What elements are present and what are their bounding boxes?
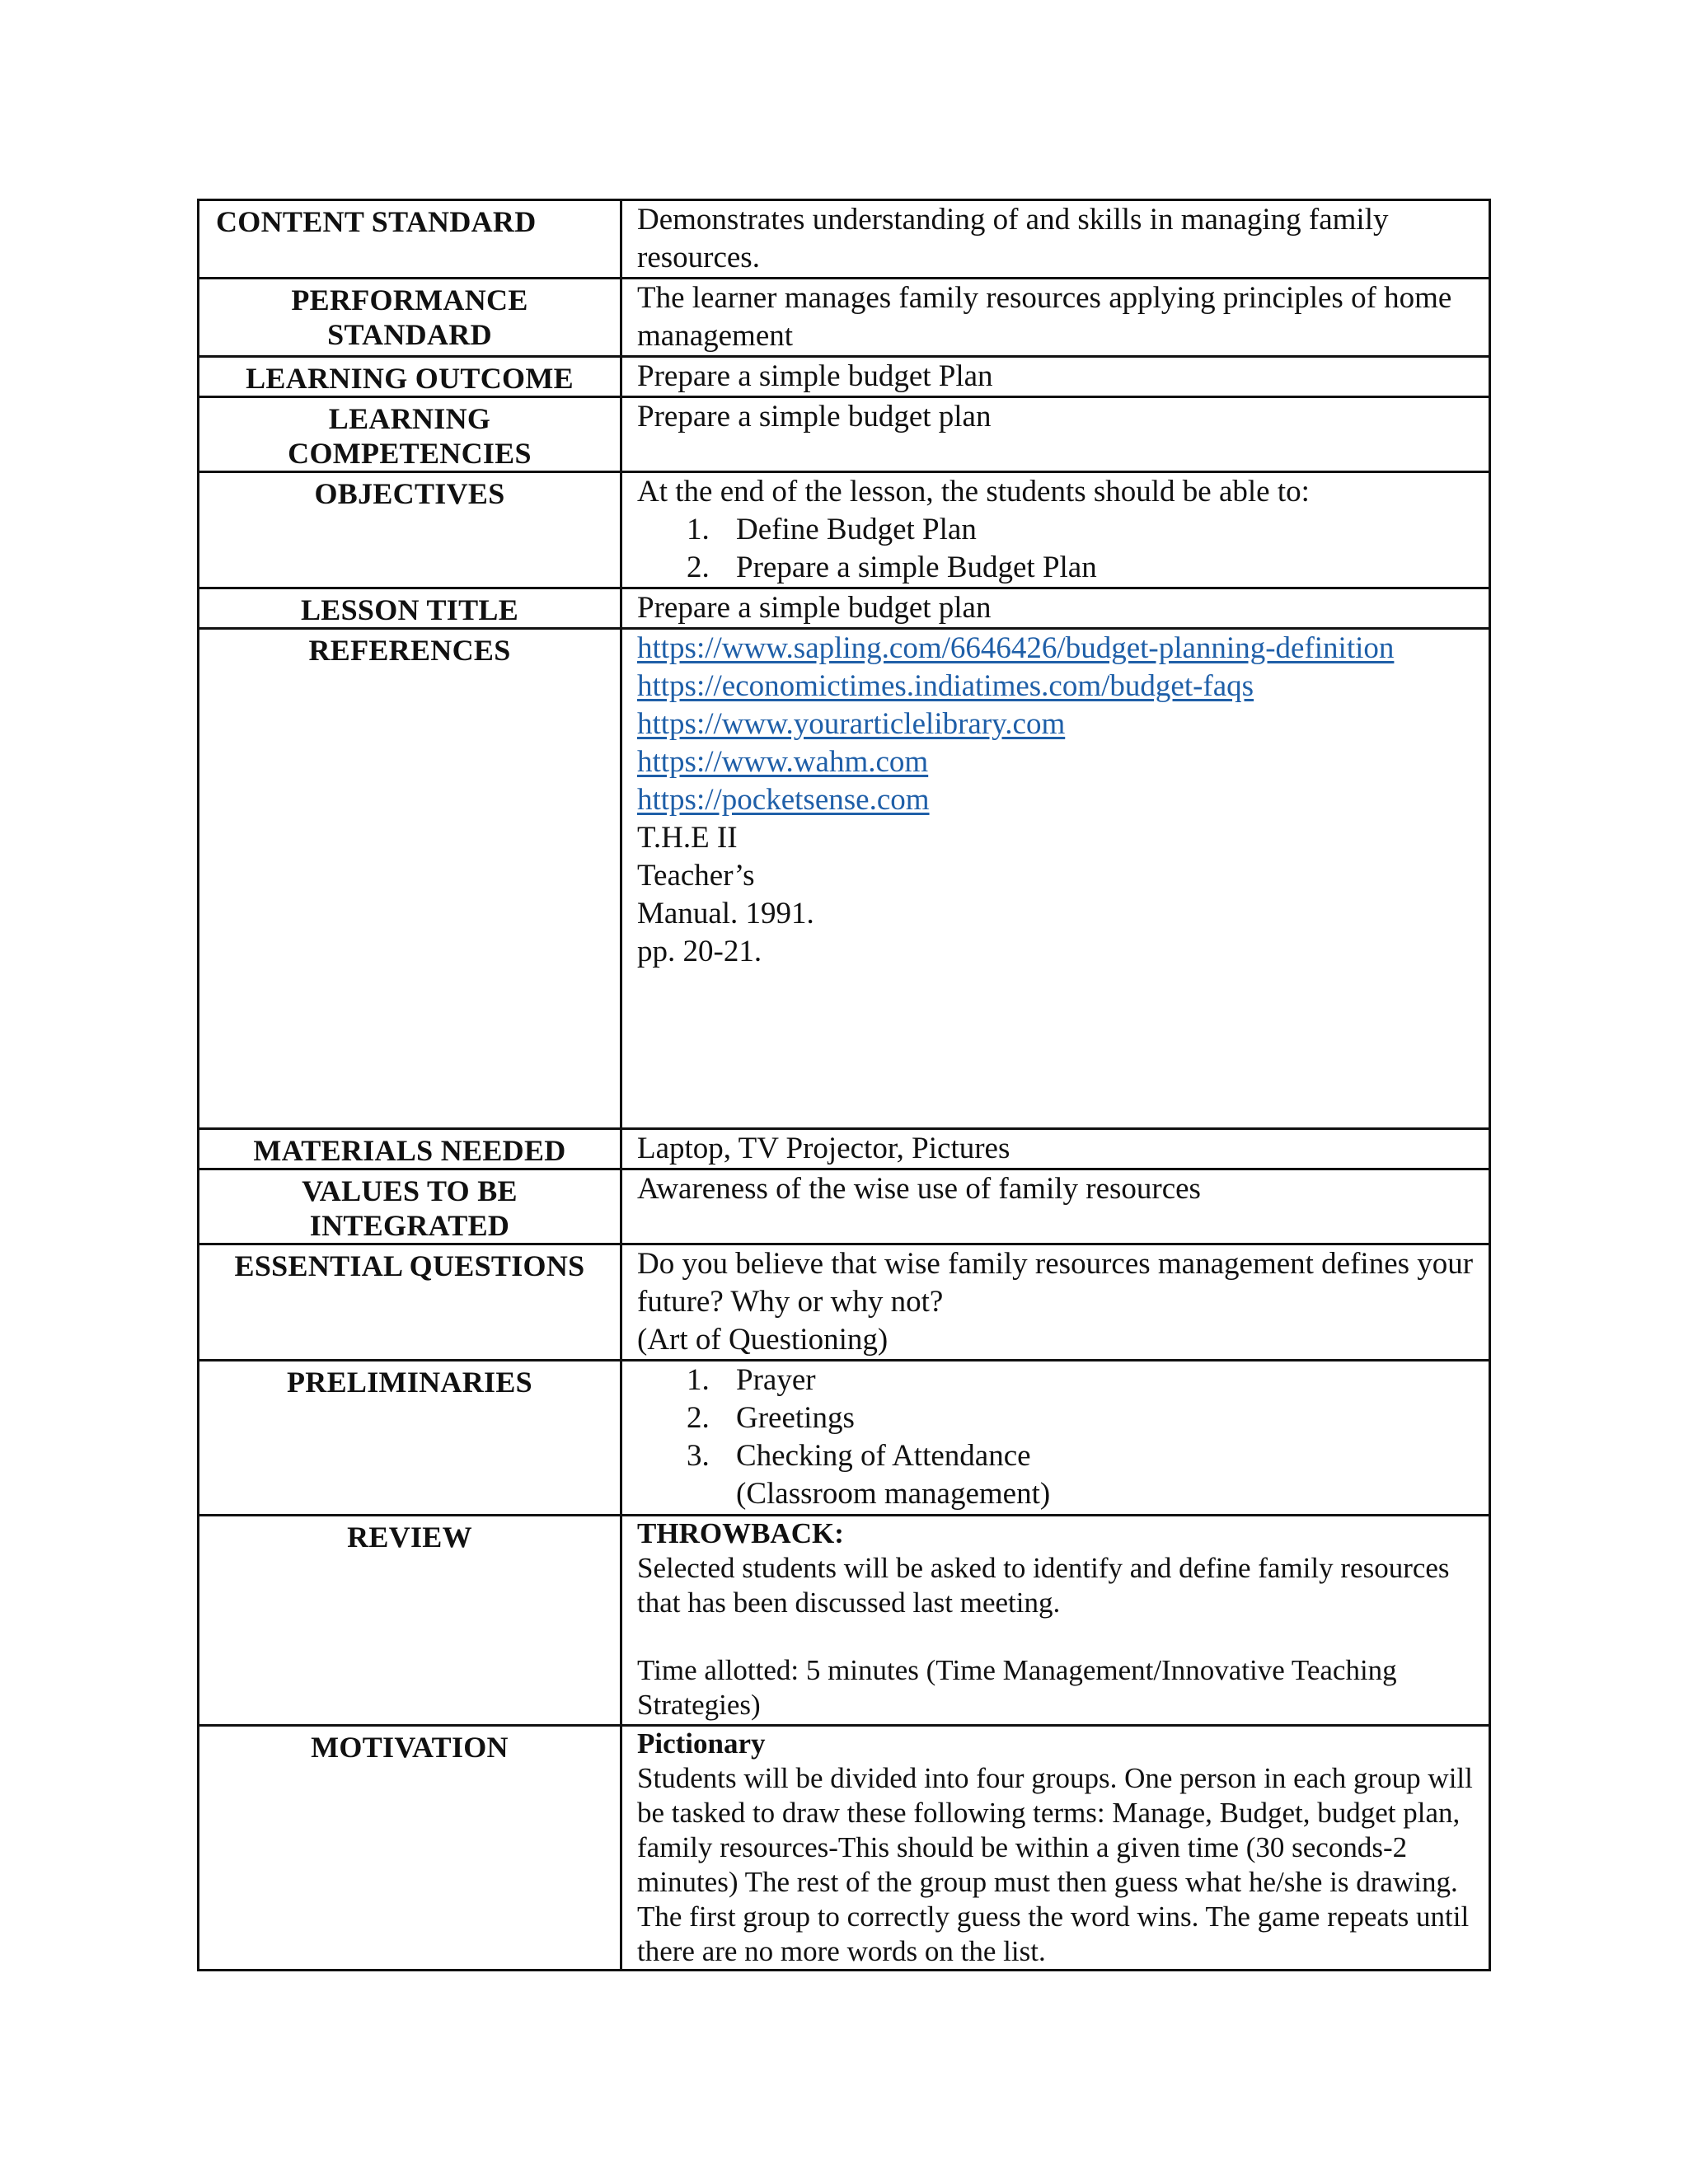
reference-link[interactable]: https://www.yourarticlelibrary.com bbox=[637, 707, 1066, 741]
label-line: STANDARD bbox=[327, 318, 492, 351]
objective-item bbox=[637, 511, 1475, 549]
value-motivation bbox=[621, 1726, 1490, 1971]
item-text: Prepare a simple Budget Plan bbox=[736, 551, 1097, 584]
label-essential-questions bbox=[199, 1244, 621, 1361]
row-performance-standard bbox=[199, 279, 1490, 357]
value-learning-outcome bbox=[621, 357, 1490, 397]
book-reference-line: pp. 20-21. bbox=[637, 935, 762, 968]
item-text: Checking of Attendance bbox=[736, 1439, 1031, 1473]
review-time: Time allotted: 5 minutes (Time Management/Innovative Teaching Strategies) bbox=[637, 1654, 1397, 1721]
label-values-integrated bbox=[199, 1169, 621, 1244]
row-motivation bbox=[199, 1726, 1490, 1971]
row-preliminaries bbox=[199, 1361, 1490, 1516]
label-text: REVIEW bbox=[347, 1521, 472, 1554]
reference-link[interactable]: https://pocketsense.com bbox=[637, 783, 930, 817]
item-number: 2. bbox=[687, 551, 710, 584]
label-text: LEARNING OUTCOME bbox=[246, 362, 574, 395]
book-reference-line: Teacher’s bbox=[637, 859, 755, 893]
label-learning-competencies bbox=[199, 397, 621, 472]
label-objectives bbox=[199, 472, 621, 588]
value-preliminaries bbox=[621, 1361, 1490, 1516]
value-materials-needed bbox=[621, 1129, 1490, 1169]
label-text: OBJECTIVES bbox=[314, 477, 505, 510]
book-reference-line: T.H.E II bbox=[637, 821, 738, 855]
item-number: 1. bbox=[687, 513, 710, 546]
row-learning-competencies bbox=[199, 397, 1490, 472]
label-line: VALUES TO BE bbox=[302, 1174, 518, 1207]
row-essential-questions bbox=[199, 1244, 1490, 1361]
materials-text: Laptop, TV Projector, Pictures bbox=[637, 1132, 1010, 1165]
label-line: LEARNING bbox=[328, 402, 491, 435]
reference-link[interactable]: https://www.wahm.com bbox=[637, 745, 929, 779]
label-references bbox=[199, 629, 621, 1129]
item-text: Define Budget Plan bbox=[736, 513, 977, 546]
reference-link[interactable]: https://economictimes.indiatimes.com/budget-faqs bbox=[637, 669, 1254, 703]
values-text: Awareness of the wise use of family resources bbox=[637, 1172, 1201, 1206]
review-text: Selected students will be asked to identify and define family resources that has been discussed last meeting. bbox=[637, 1552, 1450, 1619]
label-lesson-title bbox=[199, 588, 621, 629]
essential-question-text: Do you believe that wise family resources management defines your future? Why or why not? bbox=[637, 1247, 1474, 1319]
item-number: 2. bbox=[687, 1401, 710, 1435]
label-text: MATERIALS NEEDED bbox=[253, 1134, 566, 1167]
learning-outcome-text: Prepare a simple budget Plan bbox=[637, 359, 993, 393]
label-text: REFERENCES bbox=[308, 634, 511, 667]
preliminary-item bbox=[637, 1437, 1475, 1475]
item-number: 1. bbox=[687, 1363, 710, 1397]
performance-standard-text: The learner manages family resources applying principles of home management bbox=[637, 281, 1452, 353]
value-review bbox=[621, 1516, 1490, 1726]
value-objectives bbox=[621, 472, 1490, 588]
label-content-standard bbox=[199, 200, 621, 279]
row-references bbox=[199, 629, 1490, 1129]
lesson-plan-table bbox=[197, 199, 1491, 1971]
value-lesson-title bbox=[621, 588, 1490, 629]
preliminary-item bbox=[637, 1399, 1475, 1437]
label-line: PERFORMANCE bbox=[291, 284, 528, 316]
label-preliminaries bbox=[199, 1361, 621, 1516]
item-text: Prayer bbox=[736, 1363, 816, 1397]
preliminary-item bbox=[637, 1361, 1475, 1399]
value-performance-standard bbox=[621, 279, 1490, 357]
content-standard-text: Demonstrates understanding of and skills in managing family resources. bbox=[637, 203, 1389, 274]
value-content-standard bbox=[621, 200, 1490, 279]
motivation-text: Students will be divided into four groups. One person in each group will be tasked to draw these following terms: Manage, Budget, budget plan, family resources-This should be within a given time (30 seconds-2 minutes) The rest of the group must then guess what he/she is drawing. The first group to correctly guess the word wins. The game repeats until there are no more words on the list. bbox=[637, 1762, 1473, 1967]
objectives-intro: At the end of the lesson, the students should be able to: bbox=[637, 475, 1310, 509]
label-motivation bbox=[199, 1726, 621, 1971]
review-heading: THROWBACK: bbox=[637, 1517, 844, 1549]
row-content-standard bbox=[199, 200, 1490, 279]
label-learning-outcome bbox=[199, 357, 621, 397]
lesson-title-text: Prepare a simple budget plan bbox=[637, 591, 992, 625]
item-number: 3. bbox=[687, 1439, 710, 1473]
value-essential-questions bbox=[621, 1244, 1490, 1361]
essential-question-note: (Art of Questioning) bbox=[637, 1323, 889, 1357]
row-lesson-title bbox=[199, 588, 1490, 629]
reference-link[interactable]: https://www.sapling.com/6646426/budget-planning-definition bbox=[637, 631, 1395, 665]
row-values-integrated bbox=[199, 1169, 1490, 1244]
value-values-integrated bbox=[621, 1169, 1490, 1244]
item-text: Greetings bbox=[736, 1401, 855, 1435]
preliminary-note: (Classroom management) bbox=[736, 1477, 1051, 1511]
label-text: LESSON TITLE bbox=[300, 593, 519, 626]
book-reference-line: Manual. 1991. bbox=[637, 897, 814, 930]
learning-competencies-text: Prepare a simple budget plan bbox=[637, 400, 992, 434]
row-materials-needed bbox=[199, 1129, 1490, 1169]
spacer bbox=[637, 1620, 1475, 1653]
label-review bbox=[199, 1516, 621, 1726]
row-learning-outcome bbox=[199, 357, 1490, 397]
label-text: CONTENT STANDARD bbox=[216, 205, 537, 238]
label-text: MOTIVATION bbox=[311, 1731, 509, 1764]
row-objectives bbox=[199, 472, 1490, 588]
label-text: ESSENTIAL QUESTIONS bbox=[234, 1249, 585, 1282]
label-materials-needed bbox=[199, 1129, 621, 1169]
motivation-heading: Pictionary bbox=[637, 1727, 766, 1760]
label-text: PRELIMINARIES bbox=[287, 1366, 532, 1399]
label-line: COMPETENCIES bbox=[288, 437, 532, 470]
objective-item bbox=[637, 549, 1475, 587]
row-review bbox=[199, 1516, 1490, 1726]
value-references bbox=[621, 629, 1490, 1129]
label-line: INTEGRATED bbox=[309, 1209, 510, 1242]
value-learning-competencies bbox=[621, 397, 1490, 472]
label-performance-standard bbox=[199, 279, 621, 357]
